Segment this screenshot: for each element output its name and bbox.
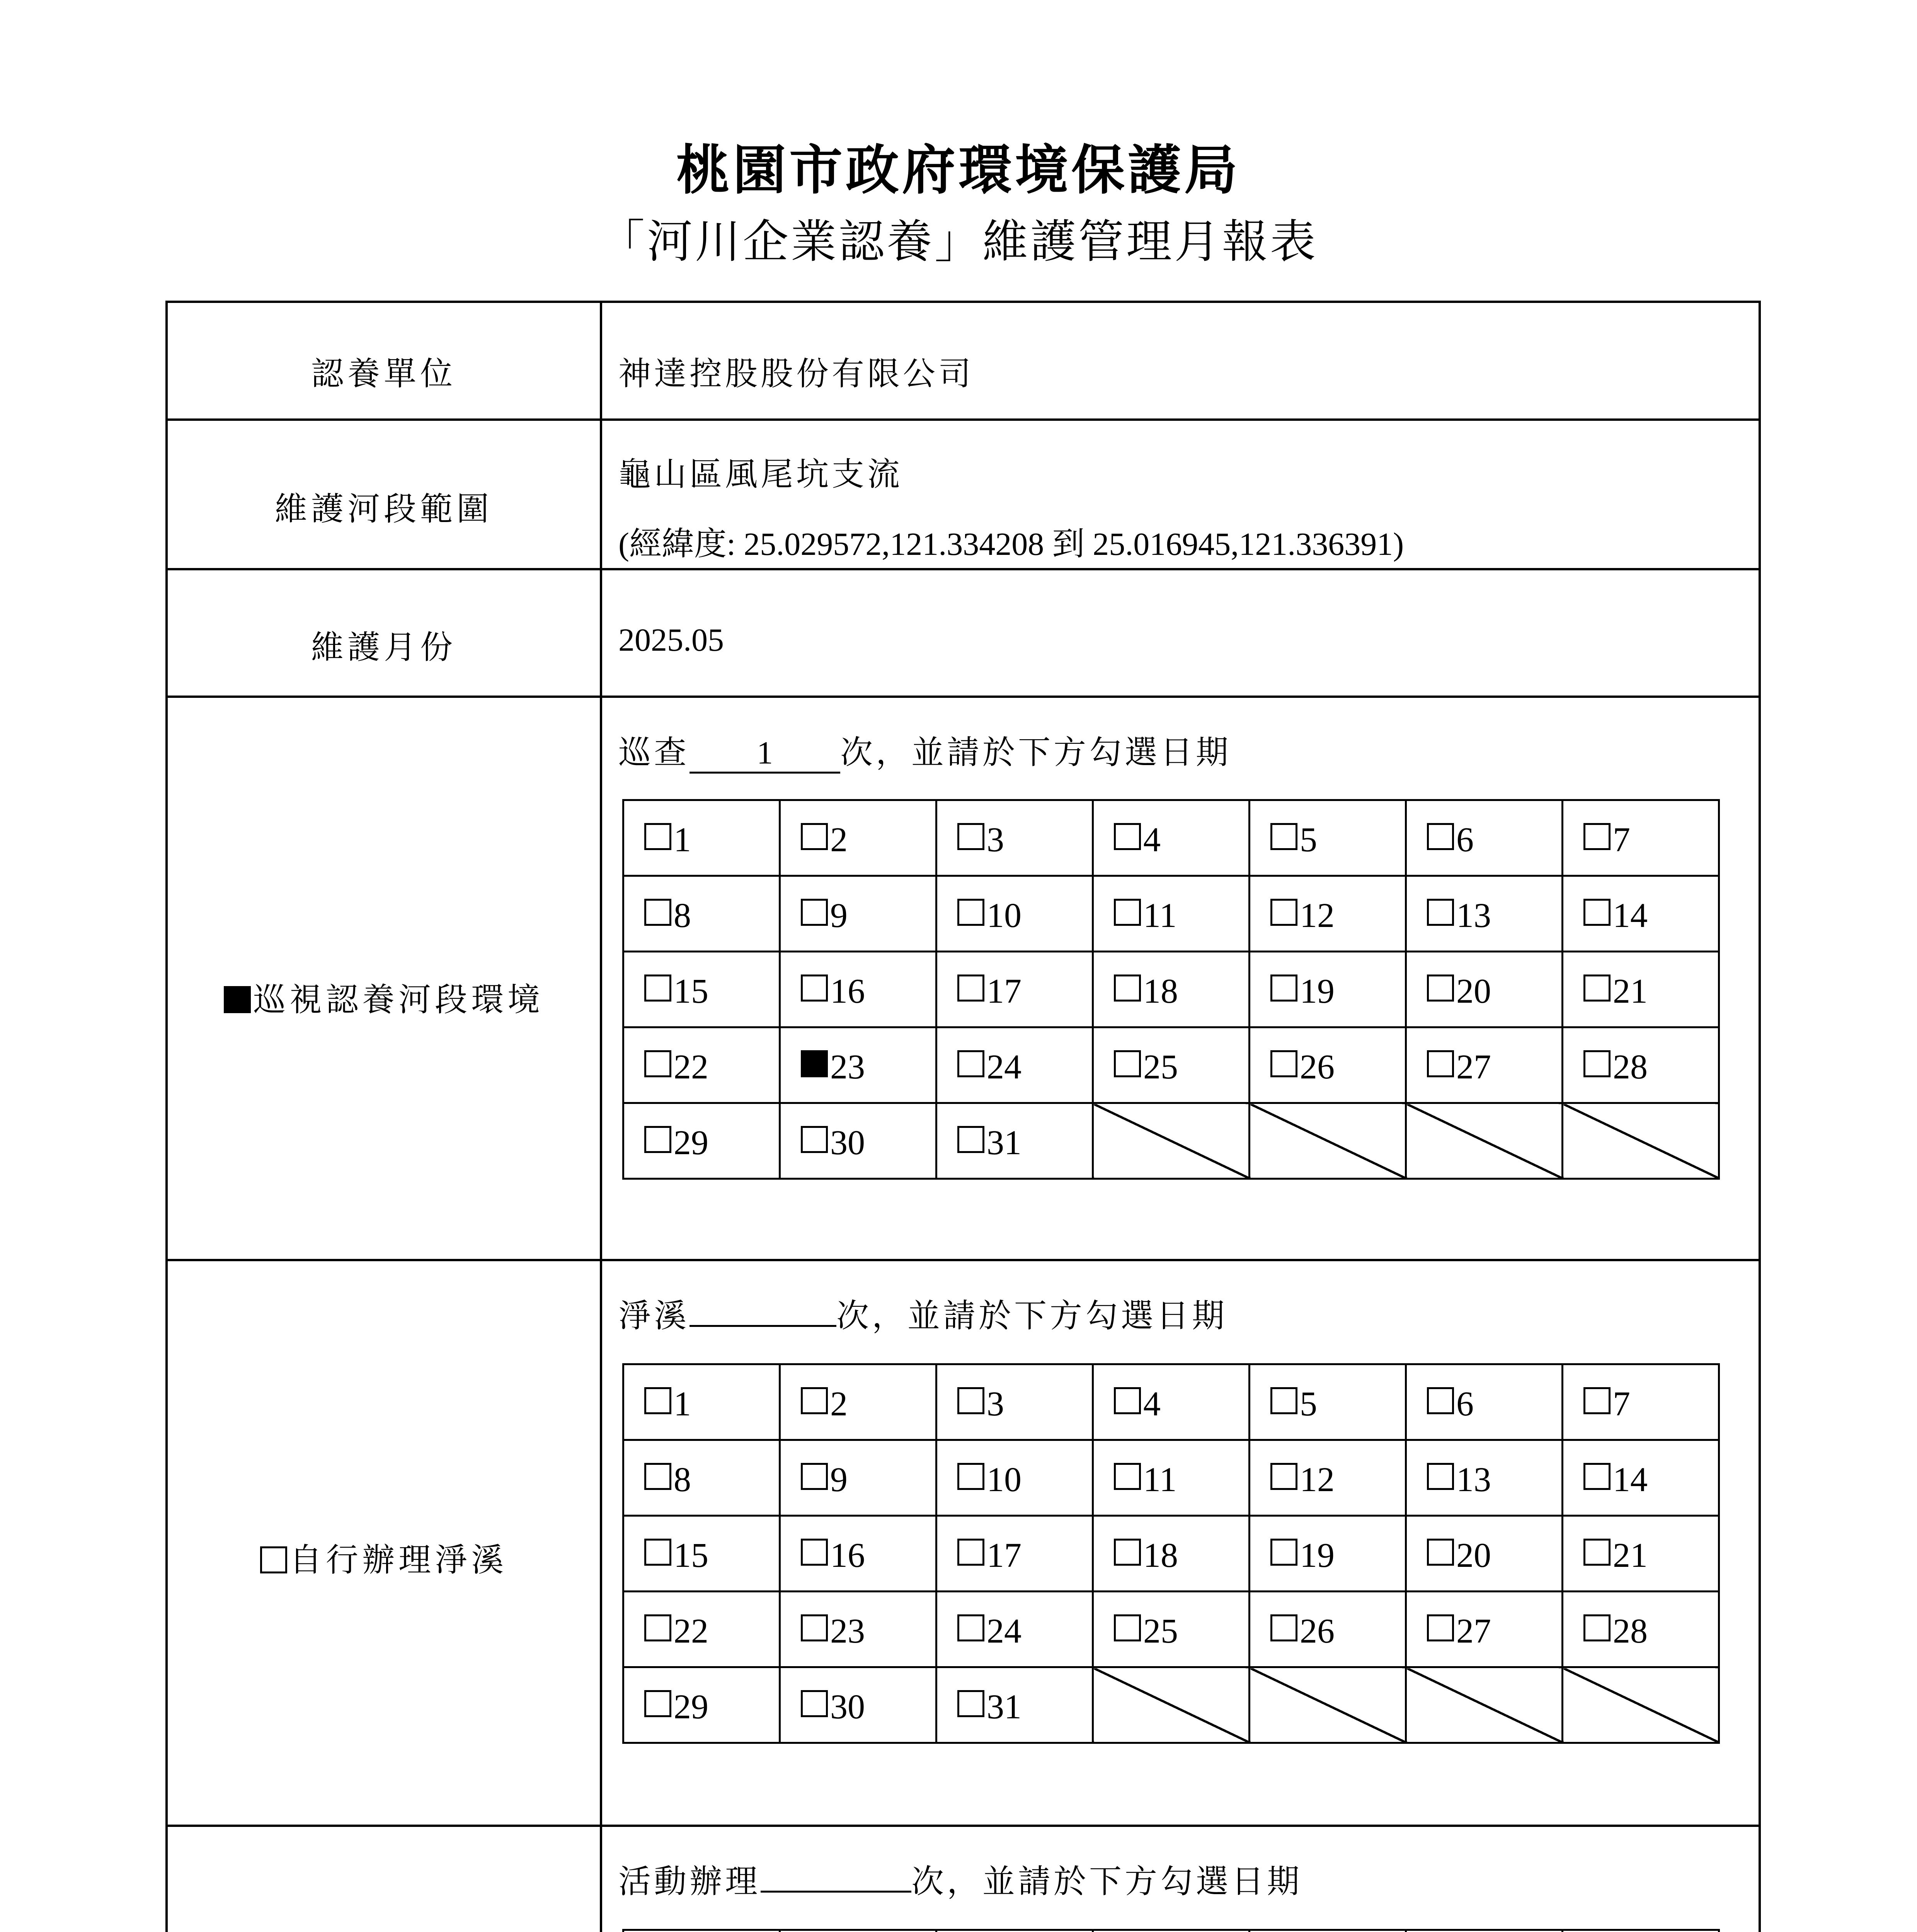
day-number: 2 bbox=[830, 1384, 848, 1423]
day-checkbox-18[interactable] bbox=[1114, 975, 1141, 1002]
day-number: 24 bbox=[987, 1612, 1021, 1650]
day-cell-25[interactable] bbox=[1093, 1027, 1250, 1103]
day-number: 9 bbox=[830, 1460, 848, 1499]
day-checkbox-2[interactable] bbox=[801, 1387, 828, 1414]
date-grid-row bbox=[623, 952, 1719, 1027]
day-cell-14[interactable] bbox=[1563, 1440, 1719, 1516]
day-cell-16[interactable] bbox=[780, 1516, 936, 1592]
day-checkbox-7[interactable] bbox=[1583, 1387, 1611, 1414]
day-cell-4[interactable] bbox=[1093, 800, 1250, 876]
day-cell-17[interactable] bbox=[936, 952, 1093, 1027]
day-number: 7 bbox=[1613, 820, 1630, 859]
page-title: 桃園市政府環境保護局 bbox=[676, 139, 1241, 201]
day-cell-3[interactable] bbox=[936, 800, 1093, 876]
section-cleanup-prompt bbox=[618, 1290, 1227, 1337]
day-checkbox-21[interactable] bbox=[1583, 975, 1611, 1002]
day-cell-10[interactable] bbox=[936, 876, 1093, 952]
date-grid-row bbox=[623, 1592, 1719, 1667]
day-cell-30[interactable] bbox=[780, 1667, 936, 1743]
patrol-count-field[interactable]: 1 bbox=[690, 734, 840, 774]
day-number: 29 bbox=[674, 1123, 708, 1162]
day-number: 31 bbox=[987, 1687, 1021, 1726]
date-grid-row bbox=[623, 1103, 1719, 1179]
day-number: 8 bbox=[674, 1460, 691, 1499]
day-cell-10[interactable] bbox=[936, 1440, 1093, 1516]
section-cleanup-label bbox=[168, 1534, 600, 1581]
day-number: 12 bbox=[1300, 1460, 1335, 1499]
day-cell-14[interactable] bbox=[1563, 876, 1719, 952]
date-grid-row bbox=[623, 1027, 1719, 1103]
day-cell-7[interactable] bbox=[1563, 800, 1719, 876]
day-checkbox-22[interactable] bbox=[644, 1050, 671, 1077]
day-cell-31[interactable] bbox=[936, 1667, 1093, 1743]
day-checkbox-11[interactable] bbox=[1114, 899, 1141, 926]
day-number: 13 bbox=[1456, 896, 1491, 935]
day-cell-2[interactable] bbox=[780, 800, 936, 876]
date-grid-cleanup bbox=[622, 1363, 1720, 1744]
day-checkbox-16[interactable] bbox=[801, 975, 828, 1002]
day-number: 27 bbox=[1456, 1612, 1491, 1650]
day-checkbox-12[interactable] bbox=[1270, 1463, 1297, 1490]
prompt-prefix: 淨溪 bbox=[618, 1297, 690, 1335]
day-checkbox-24[interactable] bbox=[957, 1050, 984, 1077]
section-patrol-label bbox=[168, 974, 600, 1020]
day-cell-21[interactable] bbox=[1563, 1516, 1719, 1592]
day-number: 16 bbox=[830, 1536, 865, 1575]
month-value: 2025.05 bbox=[618, 622, 724, 658]
day-checkbox-15[interactable] bbox=[644, 1539, 671, 1566]
day-checkbox-13[interactable] bbox=[1427, 1463, 1454, 1490]
day-checkbox-19[interactable] bbox=[1270, 975, 1297, 1002]
day-checkbox-5[interactable] bbox=[1270, 823, 1297, 850]
day-cell-5[interactable] bbox=[1250, 1930, 1406, 1932]
day-checkbox-27[interactable] bbox=[1427, 1050, 1454, 1077]
day-checkbox-24[interactable] bbox=[957, 1614, 984, 1641]
day-checkbox-3[interactable] bbox=[957, 1387, 984, 1414]
day-number: 30 bbox=[830, 1123, 865, 1162]
day-number: 3 bbox=[987, 1384, 1004, 1423]
day-number: 15 bbox=[674, 972, 708, 1010]
day-cell-1[interactable] bbox=[623, 800, 780, 876]
day-checkbox-11[interactable] bbox=[1114, 1463, 1141, 1490]
day-cell-30[interactable] bbox=[780, 1103, 936, 1179]
day-checkbox-7[interactable] bbox=[1583, 823, 1611, 850]
day-checkbox-14[interactable] bbox=[1583, 1463, 1611, 1490]
date-grid-activity bbox=[622, 1929, 1720, 1932]
day-cell-8[interactable] bbox=[623, 876, 780, 952]
day-checkbox-31[interactable] bbox=[957, 1126, 984, 1153]
day-cell-7[interactable] bbox=[1563, 1930, 1719, 1932]
day-number: 11 bbox=[1143, 1460, 1177, 1499]
day-checkbox-10[interactable] bbox=[957, 899, 984, 926]
day-checkbox-25[interactable] bbox=[1114, 1050, 1141, 1077]
day-number: 22 bbox=[674, 1612, 708, 1650]
day-checkbox-29[interactable] bbox=[644, 1690, 671, 1717]
adopter-label: 認養單位 bbox=[311, 355, 456, 393]
row-divider bbox=[165, 418, 1761, 421]
day-number: 23 bbox=[830, 1612, 865, 1650]
day-checkbox-15[interactable] bbox=[644, 975, 671, 1002]
day-cell-3[interactable] bbox=[936, 1930, 1093, 1932]
day-cell-2[interactable] bbox=[780, 1930, 936, 1932]
day-number: 5 bbox=[1300, 1384, 1317, 1423]
unused-day-cell bbox=[1406, 1667, 1563, 1743]
day-number: 19 bbox=[1300, 1536, 1335, 1575]
row-divider bbox=[165, 696, 1761, 698]
unused-day-cell bbox=[1093, 1103, 1250, 1179]
day-checkbox-10[interactable] bbox=[957, 1463, 984, 1490]
day-cell-13[interactable] bbox=[1406, 876, 1563, 952]
day-checkbox-26[interactable] bbox=[1270, 1050, 1297, 1077]
date-grid-row bbox=[623, 876, 1719, 952]
day-checkbox-9[interactable] bbox=[801, 899, 828, 926]
section-patrol-prompt bbox=[618, 726, 1231, 774]
day-cell-22[interactable] bbox=[623, 1027, 780, 1103]
day-checkbox-3[interactable] bbox=[957, 823, 984, 850]
day-cell-1[interactable] bbox=[623, 1930, 780, 1932]
day-number: 6 bbox=[1456, 1384, 1474, 1423]
day-cell-11[interactable] bbox=[1093, 1440, 1250, 1516]
range-value-name: 龜山區風尾坑支流 bbox=[618, 455, 903, 493]
day-cell-26[interactable] bbox=[1250, 1027, 1406, 1103]
day-checkbox-18[interactable] bbox=[1114, 1539, 1141, 1566]
day-number: 19 bbox=[1300, 972, 1335, 1010]
day-checkbox-16[interactable] bbox=[801, 1539, 828, 1566]
day-number: 18 bbox=[1143, 972, 1178, 1010]
day-checkbox-6[interactable] bbox=[1427, 1387, 1454, 1414]
day-number: 9 bbox=[830, 896, 848, 935]
day-number: 1 bbox=[674, 1384, 691, 1423]
day-number: 28 bbox=[1613, 1048, 1648, 1086]
unused-day-cell bbox=[1563, 1103, 1719, 1179]
day-number: 12 bbox=[1300, 896, 1335, 935]
day-number: 14 bbox=[1613, 1460, 1648, 1499]
day-cell-17[interactable] bbox=[936, 1516, 1093, 1592]
day-number: 15 bbox=[674, 1536, 708, 1575]
day-checkbox-9[interactable] bbox=[801, 1463, 828, 1490]
day-number: 22 bbox=[674, 1048, 708, 1086]
section-patrol-label-text: 巡視認養河段環境 bbox=[253, 981, 544, 1019]
section-cleanup-label-text: 自行辦理淨溪 bbox=[289, 1541, 507, 1579]
day-cell-22[interactable] bbox=[623, 1592, 780, 1667]
day-number: 21 bbox=[1613, 972, 1648, 1010]
section-patrol-checkbox[interactable] bbox=[224, 986, 251, 1013]
day-number: 28 bbox=[1613, 1612, 1648, 1650]
unused-day-cell bbox=[1250, 1667, 1406, 1743]
day-cell-27[interactable] bbox=[1406, 1592, 1563, 1667]
day-cell-23[interactable] bbox=[780, 1592, 936, 1667]
date-grid-patrol bbox=[622, 799, 1720, 1180]
day-number: 11 bbox=[1143, 896, 1177, 935]
day-checkbox-23[interactable] bbox=[801, 1050, 828, 1077]
unused-day-cell bbox=[1406, 1103, 1563, 1179]
day-cell-1[interactable] bbox=[623, 1364, 780, 1440]
day-number: 10 bbox=[987, 1460, 1021, 1499]
day-cell-27[interactable] bbox=[1406, 1027, 1563, 1103]
section-cleanup-checkbox[interactable] bbox=[260, 1546, 287, 1573]
day-number: 20 bbox=[1456, 1536, 1491, 1575]
day-cell-20[interactable] bbox=[1406, 952, 1563, 1027]
day-checkbox-4[interactable] bbox=[1114, 1387, 1141, 1414]
day-cell-4[interactable] bbox=[1093, 1930, 1250, 1932]
day-checkbox-25[interactable] bbox=[1114, 1614, 1141, 1641]
day-checkbox-1[interactable] bbox=[644, 823, 671, 850]
day-number: 25 bbox=[1143, 1612, 1178, 1650]
adopter-value: 神達控股股份有限公司 bbox=[618, 355, 974, 393]
day-number: 29 bbox=[674, 1687, 708, 1726]
day-checkbox-31[interactable] bbox=[957, 1690, 984, 1717]
day-checkbox-26[interactable] bbox=[1270, 1614, 1297, 1641]
day-checkbox-6[interactable] bbox=[1427, 823, 1454, 850]
day-cell-5[interactable] bbox=[1250, 800, 1406, 876]
day-checkbox-4[interactable] bbox=[1114, 823, 1141, 850]
day-checkbox-20[interactable] bbox=[1427, 1539, 1454, 1566]
day-cell-12[interactable] bbox=[1250, 1440, 1406, 1516]
day-number: 3 bbox=[987, 820, 1004, 859]
row-divider bbox=[165, 568, 1761, 570]
day-cell-5[interactable] bbox=[1250, 1364, 1406, 1440]
unused-day-cell bbox=[1093, 1667, 1250, 1743]
day-number: 7 bbox=[1613, 1384, 1630, 1423]
day-cell-19[interactable] bbox=[1250, 1516, 1406, 1592]
day-checkbox-21[interactable] bbox=[1583, 1539, 1611, 1566]
date-grid-row bbox=[623, 1516, 1719, 1592]
day-checkbox-13[interactable] bbox=[1427, 899, 1454, 926]
day-checkbox-14[interactable] bbox=[1583, 899, 1611, 926]
day-number: 6 bbox=[1456, 820, 1474, 859]
day-number: 25 bbox=[1143, 1048, 1178, 1086]
date-grid-row bbox=[623, 1440, 1719, 1516]
prompt-suffix: 次，並請於下方勾選日期 bbox=[836, 1297, 1228, 1335]
day-number: 17 bbox=[987, 972, 1021, 1010]
date-grid-row bbox=[623, 1364, 1719, 1440]
day-number: 20 bbox=[1456, 972, 1491, 1010]
unused-day-cell bbox=[1563, 1667, 1719, 1743]
day-cell-18[interactable] bbox=[1093, 1516, 1250, 1592]
day-cell-19[interactable] bbox=[1250, 952, 1406, 1027]
column-divider bbox=[600, 301, 602, 1932]
day-cell-24[interactable] bbox=[936, 1027, 1093, 1103]
row-divider bbox=[165, 1825, 1761, 1827]
day-number: 10 bbox=[987, 896, 1021, 935]
date-grid-row bbox=[623, 1667, 1719, 1743]
day-number: 21 bbox=[1613, 1536, 1648, 1575]
day-cell-9[interactable] bbox=[780, 876, 936, 952]
day-cell-29[interactable] bbox=[623, 1103, 780, 1179]
day-cell-13[interactable] bbox=[1406, 1440, 1563, 1516]
day-cell-9[interactable] bbox=[780, 1440, 936, 1516]
range-label: 維護河段範圍 bbox=[274, 490, 493, 528]
day-number: 5 bbox=[1300, 820, 1317, 859]
day-checkbox-28[interactable] bbox=[1583, 1050, 1611, 1077]
day-cell-21[interactable] bbox=[1563, 952, 1719, 1027]
date-grid-row bbox=[623, 1930, 1719, 1932]
range-value-coordinates: (經緯度: 25.029572,121.334208 到 25.016945,121.336391) bbox=[618, 526, 1404, 562]
unused-day-cell bbox=[1250, 1103, 1406, 1179]
day-checkbox-27[interactable] bbox=[1427, 1614, 1454, 1641]
day-cell-23[interactable] bbox=[780, 1027, 936, 1103]
section-activity-prompt bbox=[618, 1855, 1302, 1902]
day-number: 31 bbox=[987, 1123, 1021, 1162]
day-number: 27 bbox=[1456, 1048, 1491, 1086]
day-number: 18 bbox=[1143, 1536, 1178, 1575]
day-cell-4[interactable] bbox=[1093, 1364, 1250, 1440]
day-checkbox-22[interactable] bbox=[644, 1614, 671, 1641]
date-grid-row bbox=[623, 800, 1719, 876]
day-checkbox-29[interactable] bbox=[644, 1126, 671, 1153]
prompt-prefix: 巡查 bbox=[618, 733, 690, 771]
day-checkbox-8[interactable] bbox=[644, 1463, 671, 1490]
day-cell-2[interactable] bbox=[780, 1364, 936, 1440]
day-number: 16 bbox=[830, 972, 865, 1010]
day-cell-28[interactable] bbox=[1563, 1592, 1719, 1667]
day-number: 30 bbox=[830, 1687, 865, 1726]
day-checkbox-17[interactable] bbox=[957, 975, 984, 1002]
day-number: 1 bbox=[674, 820, 691, 859]
day-cell-25[interactable] bbox=[1093, 1592, 1250, 1667]
day-cell-12[interactable] bbox=[1250, 876, 1406, 952]
prompt-suffix: 次，並請於下方勾選日期 bbox=[911, 1862, 1303, 1900]
activity-count-field[interactable] bbox=[761, 1891, 911, 1893]
day-cell-24[interactable] bbox=[936, 1592, 1093, 1667]
day-cell-20[interactable] bbox=[1406, 1516, 1563, 1592]
day-checkbox-28[interactable] bbox=[1583, 1614, 1611, 1641]
day-cell-3[interactable] bbox=[936, 1364, 1093, 1440]
day-checkbox-5[interactable] bbox=[1270, 1387, 1297, 1414]
day-cell-16[interactable] bbox=[780, 952, 936, 1027]
day-checkbox-20[interactable] bbox=[1427, 975, 1454, 1002]
row-divider bbox=[165, 1259, 1761, 1261]
day-checkbox-1[interactable] bbox=[644, 1387, 671, 1414]
day-number: 23 bbox=[830, 1048, 865, 1086]
day-number: 26 bbox=[1300, 1612, 1335, 1650]
day-checkbox-8[interactable] bbox=[644, 899, 671, 926]
month-label: 維護月份 bbox=[311, 628, 456, 666]
day-number: 26 bbox=[1300, 1048, 1335, 1086]
day-number: 4 bbox=[1143, 1384, 1161, 1423]
day-number: 13 bbox=[1456, 1460, 1491, 1499]
day-cell-29[interactable] bbox=[623, 1667, 780, 1743]
prompt-suffix: 次，並請於下方勾選日期 bbox=[840, 733, 1232, 771]
cleanup-count-field[interactable] bbox=[690, 1325, 836, 1327]
day-number: 14 bbox=[1613, 896, 1648, 935]
day-cell-28[interactable] bbox=[1563, 1027, 1719, 1103]
day-cell-11[interactable] bbox=[1093, 876, 1250, 952]
day-number: 8 bbox=[674, 896, 691, 935]
day-number: 2 bbox=[830, 820, 848, 859]
day-number: 17 bbox=[987, 1536, 1021, 1575]
page-subtitle: 「河川企業認養」維護管理月報表 bbox=[599, 215, 1318, 268]
day-checkbox-30[interactable] bbox=[801, 1126, 828, 1153]
day-number: 4 bbox=[1143, 820, 1161, 859]
day-checkbox-17[interactable] bbox=[957, 1539, 984, 1566]
day-cell-15[interactable] bbox=[623, 952, 780, 1027]
day-cell-8[interactable] bbox=[623, 1440, 780, 1516]
day-cell-18[interactable] bbox=[1093, 952, 1250, 1027]
day-checkbox-23[interactable] bbox=[801, 1614, 828, 1641]
day-cell-6[interactable] bbox=[1406, 800, 1563, 876]
day-cell-6[interactable] bbox=[1406, 1364, 1563, 1440]
day-cell-7[interactable] bbox=[1563, 1364, 1719, 1440]
prompt-prefix: 活動辦理 bbox=[618, 1862, 761, 1900]
day-cell-15[interactable] bbox=[623, 1516, 780, 1592]
day-checkbox-12[interactable] bbox=[1270, 899, 1297, 926]
day-checkbox-30[interactable] bbox=[801, 1690, 828, 1717]
day-checkbox-19[interactable] bbox=[1270, 1539, 1297, 1566]
day-cell-6[interactable] bbox=[1406, 1930, 1563, 1932]
day-number: 24 bbox=[987, 1048, 1021, 1086]
day-checkbox-2[interactable] bbox=[801, 823, 828, 850]
day-cell-31[interactable] bbox=[936, 1103, 1093, 1179]
day-cell-26[interactable] bbox=[1250, 1592, 1406, 1667]
